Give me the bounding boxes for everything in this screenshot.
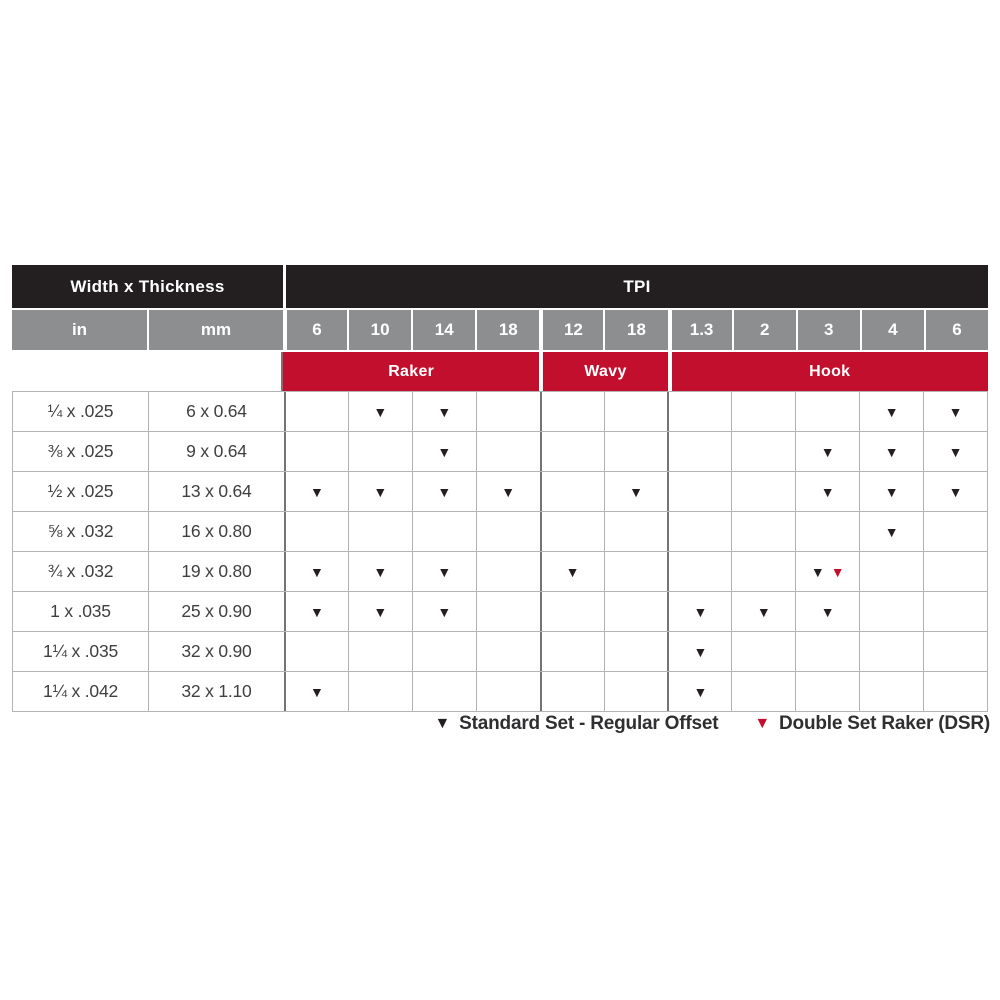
standard-set-marker-icon: ▼ [948, 483, 963, 500]
marker-cell [859, 472, 923, 511]
standard-set-marker-icon: ▼ [373, 603, 388, 620]
standard-set-marker-icon: ▼ [820, 483, 835, 500]
tpi-column-header: 18 [603, 310, 667, 350]
standard-set-marker-icon: ▼ [884, 523, 899, 540]
standard-set-marker-icon: ▼ [373, 403, 388, 420]
red-triangle-icon: ▼ [754, 715, 771, 732]
legend-standard-label: Standard Set - Regular Offset [459, 713, 719, 734]
standard-set-marker-icon: ▼ [948, 403, 963, 420]
table-row [12, 432, 988, 472]
marker-cell [284, 512, 348, 551]
marker-cell [476, 392, 540, 431]
marker-cell [923, 472, 987, 511]
marker-cell [540, 512, 604, 551]
marker-cell [667, 472, 731, 511]
legend-dsr-label: Double Set Raker (DSR) [779, 713, 990, 734]
marker-cell [412, 512, 476, 551]
in-cell: 1¼ x .042 [42, 681, 119, 701]
marker-cell [604, 432, 668, 471]
marker-cell [923, 432, 987, 471]
marker-cell [859, 632, 923, 671]
in-cell: ¾ x .032 [47, 561, 114, 581]
standard-set-marker-icon: ▼ [693, 683, 708, 700]
standard-set-marker-icon: ▼ [884, 483, 899, 500]
tpi-column-header: 3 [796, 310, 860, 350]
marker-cell [923, 392, 987, 431]
marker-cell [540, 432, 604, 471]
in-cell: ½ x .025 [47, 481, 114, 501]
marker-cell [667, 672, 731, 711]
marker-cell [667, 432, 731, 471]
marker-cell [604, 552, 668, 591]
marker-cell [348, 592, 412, 631]
tpi-column-header: 18 [475, 310, 539, 350]
standard-set-marker-icon: ▼ [820, 603, 835, 620]
marker-cell [604, 512, 668, 551]
standard-set-marker-icon: ▼ [437, 403, 452, 420]
marker-cell [795, 592, 859, 631]
marker-cell [476, 672, 540, 711]
marker-cell [859, 432, 923, 471]
standard-set-marker-icon: ▼ [437, 563, 452, 580]
marker-cell [412, 592, 476, 631]
marker-cell [412, 632, 476, 671]
marker-cell [923, 592, 987, 631]
marker-cell [476, 592, 540, 631]
marker-cell [284, 592, 348, 631]
marker-cell [348, 432, 412, 471]
marker-cell [604, 392, 668, 431]
marker-cell [731, 392, 795, 431]
marker-cell [859, 392, 923, 431]
marker-cell [795, 632, 859, 671]
marker-cell [795, 392, 859, 431]
standard-set-marker-icon: ▼ [437, 483, 452, 500]
legend [435, 713, 990, 735]
mm-cell: 13 x 0.64 [148, 472, 284, 511]
black-triangle-icon: ▼ [434, 715, 451, 732]
marker-cell [731, 552, 795, 591]
tpi-header: TPI [283, 265, 988, 308]
marker-cell [795, 432, 859, 471]
mm-column-header: mm [147, 310, 283, 350]
marker-cell [476, 432, 540, 471]
marker-cell [412, 552, 476, 591]
blade-spec-table [12, 265, 988, 712]
marker-cell [731, 512, 795, 551]
tpi-column-header: 6 [283, 310, 347, 350]
marker-cell [667, 592, 731, 631]
marker-cell [284, 552, 348, 591]
marker-cell [859, 552, 923, 591]
table-row [12, 552, 988, 592]
marker-cell [476, 472, 540, 511]
table-row [12, 512, 988, 552]
width-thickness-header: Width x Thickness [12, 265, 283, 308]
tpi-column-header: 10 [347, 310, 411, 350]
marker-cell [284, 432, 348, 471]
in-cell: 1 x .035 [50, 601, 111, 621]
mm-cell: 32 x 1.10 [148, 672, 284, 711]
tpi-column-header: 1.3 [668, 310, 732, 350]
marker-cell [731, 592, 795, 631]
standard-set-marker-icon: ▼ [373, 483, 388, 500]
marker-cell [284, 632, 348, 671]
marker-cell [348, 672, 412, 711]
marker-cell [348, 552, 412, 591]
column-header-row [12, 310, 988, 350]
standard-set-marker-icon: ▼ [373, 563, 388, 580]
in-cell: ⅝ x .032 [47, 521, 114, 541]
marker-cell [859, 672, 923, 711]
tpi-column-header: 12 [539, 310, 603, 350]
marker-cell [667, 552, 731, 591]
standard-set-marker-icon: ▼ [693, 603, 708, 620]
marker-cell [604, 472, 668, 511]
marker-cell [540, 672, 604, 711]
dsr-marker-icon: ▼ [830, 563, 845, 580]
tpi-column-header: 6 [924, 310, 988, 350]
tpi-column-header: 2 [732, 310, 796, 350]
marker-cell [412, 472, 476, 511]
marker-cell [923, 512, 987, 551]
marker-cell [923, 672, 987, 711]
marker-cell [540, 472, 604, 511]
band-spacer [12, 352, 283, 391]
marker-cell [795, 472, 859, 511]
marker-cell [412, 672, 476, 711]
standard-set-marker-icon: ▼ [501, 483, 516, 500]
marker-cell [348, 472, 412, 511]
standard-set-marker-icon: ▼ [565, 563, 580, 580]
standard-set-marker-icon: ▼ [310, 563, 324, 580]
marker-cell [284, 472, 348, 511]
marker-cell [731, 472, 795, 511]
marker-cell [412, 432, 476, 471]
marker-cell [731, 672, 795, 711]
marker-cell [476, 512, 540, 551]
band-raker: Raker [283, 352, 539, 391]
marker-cell [476, 552, 540, 591]
table-row [12, 632, 988, 672]
marker-cell [859, 512, 923, 551]
marker-cell [604, 592, 668, 631]
standard-set-marker-icon: ▼ [884, 443, 899, 460]
legend-item-standard-set [435, 713, 719, 735]
standard-set-marker-icon: ▼ [693, 643, 708, 660]
marker-cell [284, 672, 348, 711]
marker-cell [348, 512, 412, 551]
table-row [12, 392, 988, 432]
marker-cell [540, 392, 604, 431]
legend-item-dsr [754, 713, 990, 735]
standard-set-marker-icon: ▼ [756, 603, 771, 620]
mm-cell: 25 x 0.90 [148, 592, 284, 631]
tpi-column-header: 4 [860, 310, 924, 350]
table-row [12, 672, 988, 712]
marker-cell [923, 552, 987, 591]
standard-set-marker-icon: ▼ [884, 403, 899, 420]
standard-set-marker-icon: ▼ [820, 443, 835, 460]
marker-cell [731, 632, 795, 671]
in-cell: ¼ x .025 [47, 401, 114, 421]
marker-cell [667, 632, 731, 671]
marker-cell [604, 672, 668, 711]
table-row [12, 592, 988, 632]
standard-set-marker-icon: ▼ [948, 443, 963, 460]
marker-cell [540, 632, 604, 671]
standard-set-marker-icon: ▼ [629, 483, 643, 500]
marker-cell [859, 592, 923, 631]
marker-cell [795, 512, 859, 551]
marker-cell [731, 432, 795, 471]
mm-cell: 6 x 0.64 [148, 392, 284, 431]
table-header-row [12, 265, 988, 308]
marker-cell [604, 632, 668, 671]
marker-cell [476, 632, 540, 671]
in-cell: ⅜ x .025 [47, 441, 114, 461]
marker-cell [284, 392, 348, 431]
in-column-header: in [12, 310, 147, 350]
standard-set-marker-icon: ▼ [310, 683, 324, 700]
table-row [12, 472, 988, 512]
mm-cell: 19 x 0.80 [148, 552, 284, 591]
marker-cell [348, 632, 412, 671]
band-wavy: Wavy [539, 352, 667, 391]
mm-cell: 16 x 0.80 [148, 512, 284, 551]
marker-cell [667, 512, 731, 551]
band-hook: Hook [668, 352, 988, 391]
in-cell: 1¼ x .035 [42, 641, 119, 661]
standard-set-marker-icon: ▼ [437, 443, 452, 460]
tpi-column-header: 14 [411, 310, 475, 350]
table-body [12, 392, 988, 712]
standard-set-marker-icon: ▼ [437, 603, 452, 620]
standard-set-marker-icon: ▼ [810, 563, 825, 580]
marker-cell [540, 592, 604, 631]
marker-cell [923, 632, 987, 671]
marker-cell [667, 392, 731, 431]
mm-cell: 9 x 0.64 [148, 432, 284, 471]
standard-set-marker-icon: ▼ [310, 483, 324, 500]
marker-cell [348, 392, 412, 431]
marker-cell [795, 552, 859, 591]
marker-cell [540, 552, 604, 591]
marker-cell [412, 392, 476, 431]
standard-set-marker-icon: ▼ [310, 603, 324, 620]
tooth-set-band-row [12, 352, 988, 392]
marker-cell [795, 672, 859, 711]
mm-cell: 32 x 0.90 [148, 632, 284, 671]
